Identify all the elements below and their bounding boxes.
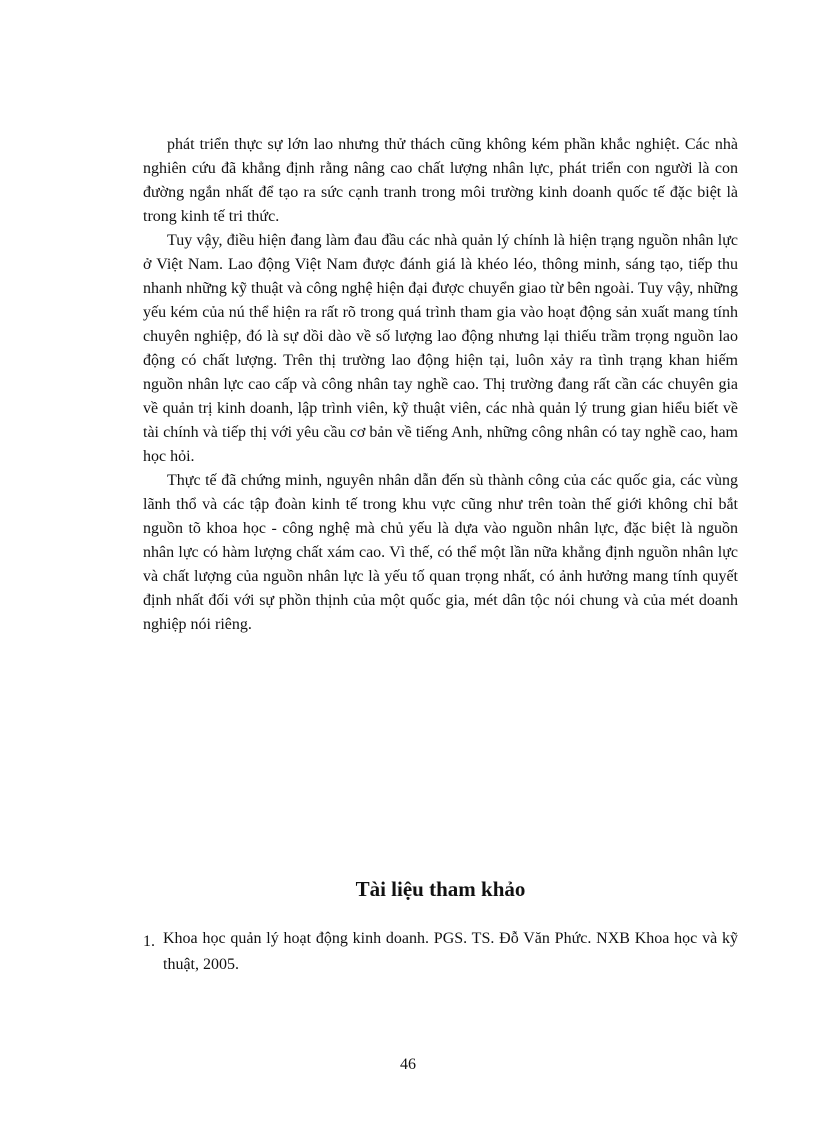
references-heading: Tài liệu tham khảo (355, 877, 526, 901)
page-number: 46 (400, 1056, 416, 1073)
reference-item (143, 926, 738, 978)
references-list (143, 926, 738, 978)
paragraph: Tuy vậy, điều hiện đang làm đau đầu các nhà quản lý chính là hiện trạng nguồn nhân lực ở Việt Nam. Lao động Việt Nam được đánh giá là khéo léo, thông minh, sáng tạo, tiếp thu nhanh những kỹ thuật và công nghệ hiện đại được chuyển giao từ bên ngoài. Tuy vậy, những yếu kém của nú thể hiện ra rất rõ trong quá trình tham gia vào hoạt động sản xuất mang tính chuyên nghiệp, đó là sự dồi dào về số lượng lao động nhưng lại thiếu trầm trọng nguồn lao động có chất lượng. Trên thị trường lao động hiện tại, luôn xảy ra tình trạng khan hiếm nguồn nhân lực cao cấp và công nhân tay nghề cao. Thị trường đang rất cần các chuyên gia về quản trị kinh doanh, lập trình viên, kỹ thuật viên, các nhà quản lý trung gian hiểu biết về tài chính và tiếp thị với yêu cầu cơ bản về tiếng Anh, những công nhân có tay nghề cao, ham học hỏi. (143, 232, 738, 465)
reference-number: 1. (143, 933, 155, 950)
paragraph: Thực tế đã chứng minh, nguyên nhân dẫn đến sù thành công của các quốc gia, các vùng lãnh thổ và các tập đoàn kinh tế trong khu vực cũng như trên toàn thế giới không chỉ bắt nguồn tõ khoa học - công nghệ mà chủ yếu là dựa vào nguồn nhân lực, đặc biệt là nguồn nhân lực có hàm lượng chất xám cao. Vì thế, có thể một lần nữa khẳng định nguồn nhân lực và chất lượng của nguồn nhân lực là yếu tố quan trọng nhất, có ảnh hưởng mang tính quyết định nhất đối với sự phồn thịnh của một quốc gia, mét dân tộc nói chung và của mét doanh nghiệp nói riêng. (143, 472, 738, 633)
reference-text: Khoa học quản lý hoạt động kinh doanh. PGS. TS. Đỗ Văn Phức. NXB Khoa học và kỹ thuật, 2005. (163, 930, 738, 973)
body-text (143, 133, 738, 637)
paragraph: phát triển thực sự lớn lao nhưng thử thách cũng không kém phần khắc nghiệt. Các nhà nghiên cứu đã khẳng định rằng nâng cao chất lượng nhân lực, phát triển con người là con đường ngắn nhất để tạo ra sức cạnh tranh trong môi trường kinh doanh quốc tế đặc biệt là trong kinh tế tri thức. (143, 136, 738, 225)
